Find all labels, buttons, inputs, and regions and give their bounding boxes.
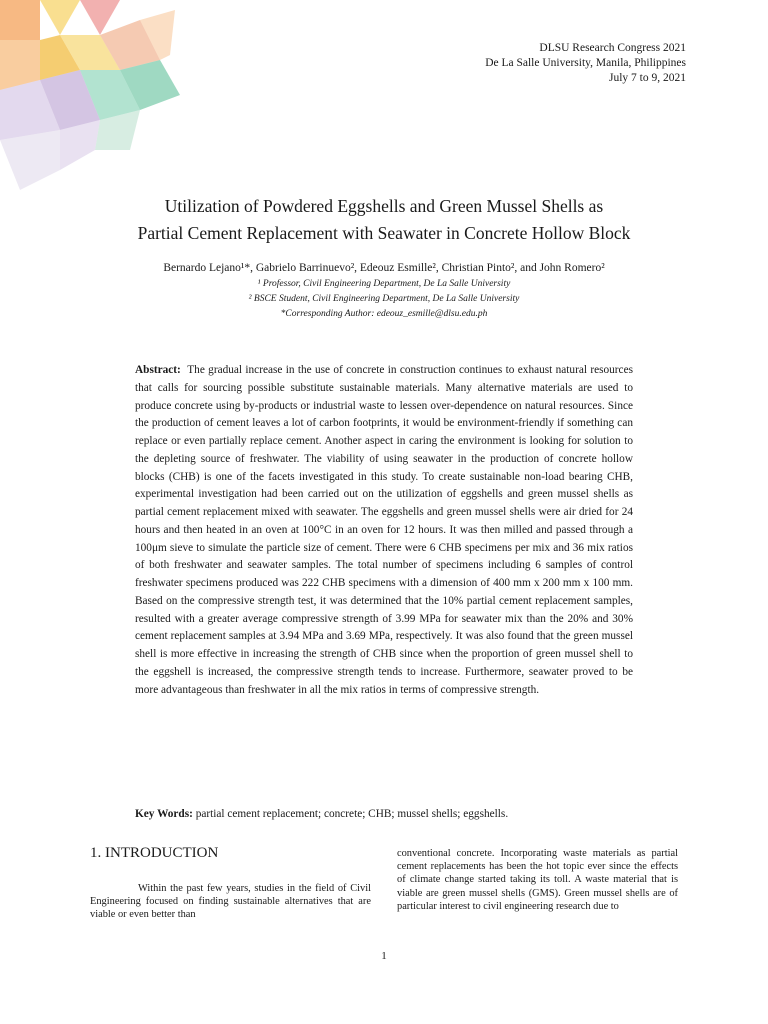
keywords-label: Key Words: [135, 808, 193, 820]
abstract [135, 362, 633, 699]
intro-right-column: conventional concrete. Incorporating waste materials as partial cement replacements has been the hot topic ever since the effects of climate change started taking its toll. A waste material that is viable are green mussel shells (GMS). Green mussel shells are of particular interest to civil engineering research due to [397, 848, 678, 912]
conference-venue: De La Salle University, Manila, Philippines [485, 57, 686, 69]
title-line-2: Partial Cement Replacement with Seawater in Concrete Hollow Block [137, 223, 631, 243]
section-heading-introduction: 1. INTRODUCTION [90, 845, 219, 861]
keywords-text: partial cement replacement; concrete; CHB; mussel shells; eggshells. [195, 808, 509, 820]
keywords [135, 808, 633, 820]
abstract-text: The gradual increase in the use of concrete in construction continues to exhaust natural resources that calls for sourcing possible substitute sustainable materials. Many alternative materials are used to produce concrete using by-products or industrial waste to lessen over-dependence on natural resources. Since the production of cement leaves a lot of carbon footprints, it would be environment-friendly if something can replace or even partially replace cement. Another aspect in caring the environment is looking for solution to the depleting source of freshwater. The viability of using seawater in the production of concrete hollow blocks (CHB) is one of the facets investigated in this study. To create sustainable non-load bearing CHB, experimental investigation had been carried out on the utilization of eggshells and green mussel shells as partial cement replacement mixed with seawater. The eggshells and green mussel shells were air dried for 24 hours and then heated in an oven at 100°C in an oven for 12 hours. It was then milled and passed through a 100μm sieve to simulate the particle size of cement. There were 6 CHB specimens per mix and 36 mix ratios of both freshwater and seawater samples. The total number of specimens including 6 samples of control freshwater specimens produced was 222 CHB specimens with a dimension of 400 mm x 200 mm x 100 mm. Based on the compressive strength test, it was determined that the 10% partial cement replacement samples, resulted with a greater average compressive strength of 3.99 MPa for seawater mix than the 20% and 30% cement replacement samples at 3.94 MPa and 3.69 MPa, respectively. It was also found that the green mussel shell is more effective in increasing the strength of CHB since when the proportion of green mussel shell to the eggshell is increased, the compressive strength tends to increase. Furthermore, seawater proved to be more advantageous than freshwater in all the mix ratios in terms of compressive strength. [135, 364, 633, 696]
abstract-label: Abstract: [135, 364, 181, 376]
conference-name: DLSU Research Congress 2021 [539, 42, 686, 54]
page-number: 1 [381, 950, 387, 962]
corresponding-author: *Corresponding Author: edeouz_esmille@dlsu.edu.ph [280, 309, 488, 319]
conference-dates: July 7 to 9, 2021 [609, 72, 686, 84]
intro-left-column: Within the past few years, studies in the field of Civil Engineering focused on finding sustainable alternatives that are viable or even better than [90, 883, 371, 921]
conference-header [485, 41, 686, 86]
affiliation-1: ¹ Professor, Civil Engineering Department, De La Salle University [257, 279, 511, 289]
author-list: Bernardo Lejano¹*, Gabrielo Barrinuevo², Edeouz Esmille², Christian Pinto², and John Romero² [163, 262, 605, 274]
corner-cube-pattern-icon [0, 0, 200, 200]
affiliation-2: ² BSCE Student, Civil Engineering Department, De La Salle University [248, 294, 520, 304]
title-line-1: Utilization of Powdered Eggshells and Green Mussel Shells as [164, 196, 604, 216]
paper-title [60, 193, 708, 247]
